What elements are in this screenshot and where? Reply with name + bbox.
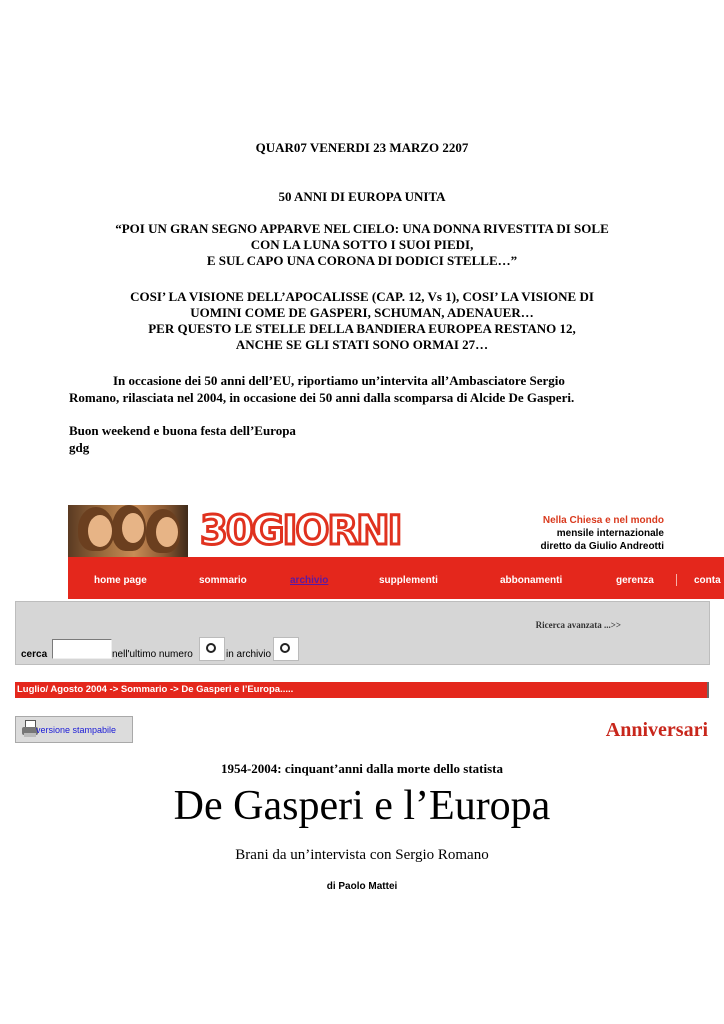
commentary-line: ANCHE SE GLI STATI SONO ORMAI 27… (235, 337, 489, 352)
intro-line: Romano, rilasciata nel 2004, in occasione dei 50 anni dalla scomparsa di Alcide De Gasperi. (69, 390, 575, 405)
radio-icon[interactable] (273, 637, 299, 661)
article-kicker: 1954-2004: cinquant’anni dalla morte dello statista (220, 761, 504, 776)
section-rubric: Anniversari (605, 719, 708, 741)
main-nav (68, 557, 724, 599)
quote-line: “POI UN GRAN SEGNO APPARVE NEL CIELO: UNA DONNA RIVESTITA DI SOLE (115, 221, 609, 236)
print-label: versione stampabile (36, 725, 117, 735)
memo-commentary (60, 289, 664, 353)
site-logo[interactable]: 30GIORNI (200, 508, 401, 554)
nav-archivio[interactable]: archivio (290, 575, 329, 586)
breadcrumb[interactable]: Luglio/ Agosto 2004 -> Sommario -> De Gasperi e l’Europa..... (15, 682, 708, 698)
memo-header: QUAR07 VENERDI 23 MARZO 2207 (255, 140, 469, 155)
masthead-tagline (540, 514, 664, 553)
search-bar (15, 601, 710, 665)
article-subtitle: Brani da un’intervista con Sergio Romano (235, 847, 489, 863)
nav-sommario[interactable]: sommario (199, 575, 247, 586)
commentary-line: UOMINI COME DE GASPERI, SCHUMAN, ADENAUER… (190, 305, 534, 320)
signature: gdg (69, 440, 90, 455)
nav-gerenza[interactable]: gerenza (616, 575, 654, 586)
nav-abbonamenti[interactable]: abbonamenti (500, 575, 563, 586)
tagline-line: diretto da Giulio Andreotti (540, 541, 664, 552)
memo-closing (69, 422, 669, 456)
article-title: De Gasperi e l’Europa (173, 783, 551, 829)
quote-line: E SUL CAPO UNA CORONA DI DODICI STELLE…” (206, 253, 518, 268)
option-archive-label: in archivio (226, 649, 272, 660)
quote-line: CON LA LUNA SOTTO I SUOI PIEDI, (250, 237, 474, 252)
nav-supplementi[interactable]: supplementi (379, 575, 438, 586)
article-author: di Paolo Mattei (326, 881, 398, 892)
commentary-line: PER QUESTO LE STELLE DELLA BANDIERA EUROPEA RESTANO 12, (148, 321, 576, 336)
memo-subject: 50 ANNI DI EUROPA UNITA (278, 189, 446, 204)
search-input[interactable] (52, 639, 112, 659)
memo-intro (69, 372, 669, 406)
greeting: Buon weekend e buona festa dell’Europa (69, 423, 296, 438)
masthead-image (68, 505, 188, 557)
commentary-line: COSI’ LA VISIONE DELL’APOCALISSE (CAP. 12, Vs 1), COSI’ LA VISIONE DI (130, 289, 594, 304)
breadcrumb-edge (707, 682, 709, 698)
intro-line: In occasione dei 50 anni dell’EU, riportiamo un’intervita all’Ambasciatore Sergio (113, 373, 565, 388)
nav-home-page[interactable]: home page (94, 575, 147, 586)
advanced-search-link[interactable]: Ricerca avanzata ...>> (535, 620, 621, 630)
nav-separator (676, 574, 677, 586)
print-button[interactable] (15, 716, 133, 743)
nav-contatti[interactable]: conta (694, 575, 721, 586)
memo-quote (60, 221, 664, 269)
radio-icon[interactable] (199, 637, 225, 661)
tagline-line: Nella Chiesa e nel mondo (542, 515, 664, 526)
search-label: cerca (21, 649, 48, 660)
option-current-label: nell'ultimo numero (112, 649, 193, 660)
tagline-line: mensile internazionale (556, 528, 664, 539)
